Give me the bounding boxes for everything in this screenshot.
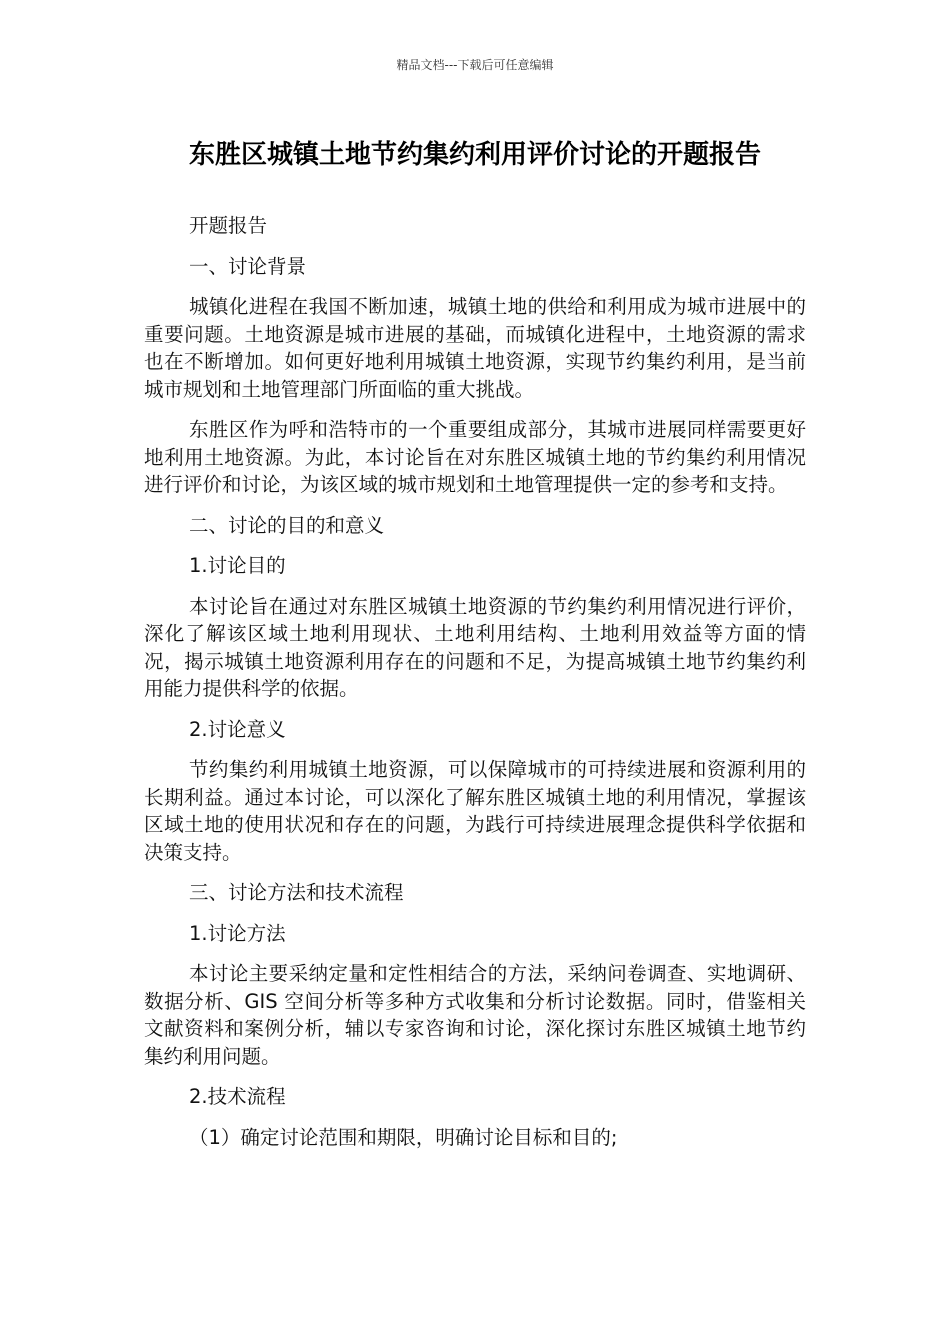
subheading-workflow: 2.技术流程: [189, 1085, 286, 1108]
section-heading-methods: 三、讨论方法和技术流程: [189, 881, 404, 904]
report-label: 开题报告: [189, 214, 268, 237]
workflow-step-1: （1）确定讨论范围和期限，明确讨论目标和目的;: [189, 1125, 618, 1149]
header-note: 精品文档---下载后可任意编辑: [396, 58, 554, 72]
subheading-significance: 2.讨论意义: [189, 717, 286, 741]
paragraph-significance: 节约集约利用城镇土地资源，可以保障城市的可持续进展和资源利用的长期利益。通过本讨论，可以深化了解东胜区城镇土地的利用情况，掌握该区域土地的使用状况和存在的问题，为践行可持续进展理念提供科学依据和决策支持。: [144, 758, 806, 864]
paragraph-background-1: 城镇化进程在我国不断加速，城镇土地的供给和利用成为城市进展中的重要问题。土地资源是城市进展的基础，而城镇化进程中，土地资源的需求也在不断增加。如何更好地利用城镇土地资源，实现节约集约利用，是当前城市规划和土地管理部门所面临的重大挑战。: [144, 295, 806, 401]
paragraph-methods: 本讨论主要采纳定量和定性相结合的方法，采纳问卷调查、实地调研、数据分析、GIS 空间分析等多种方式收集和分析讨论数据。同时，借鉴相关文献资料和案例分析，辅以专家咨询和讨论，深化探讨东胜区城镇土地节约集约利用问题。: [144, 962, 806, 1068]
subheading-purpose: 1.讨论目的: [189, 554, 286, 577]
document-title: 东胜区城镇土地节约集约利用评价讨论的开题报告: [188, 140, 761, 170]
document-body: [144, 212, 806, 1164]
section-heading-background: 一、讨论背景: [189, 254, 307, 278]
section-heading-purpose: 二、讨论的目的和意义: [189, 513, 385, 537]
paragraph-purpose: 本讨论旨在通过对东胜区城镇土地资源的节约集约利用情况进行评价，深化了解该区域土地利用现状、土地利用结构、土地利用效益等方面的情况，揭示城镇土地资源利用存在的问题和不足，为提高城镇土地节约集约利用能力提供科学的依据。: [144, 594, 806, 700]
subheading-methods: 1.讨论方法: [189, 921, 286, 945]
paragraph-background-2: 东胜区作为呼和浩特市的一个重要组成部分，其城市进展同样需要更好地利用土地资源。为此，本讨论旨在对东胜区城镇土地的节约集约利用情况进行评价和讨论，为该区域的城市规划和土地管理提供一定的参考和支持。: [144, 418, 806, 496]
